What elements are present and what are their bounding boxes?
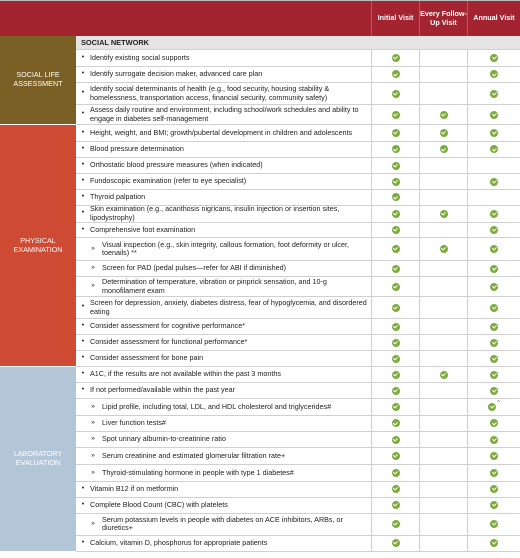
check-icon (392, 520, 400, 528)
checklist-item-text: Consider assessment for functional performance* (90, 337, 248, 347)
checklist-item (76, 335, 372, 351)
check-icon (490, 304, 498, 312)
check-icon (392, 178, 400, 186)
initial-visit-cell (372, 125, 420, 142)
bullet-marker: • (81, 193, 85, 201)
annual-visit-cell (468, 482, 520, 498)
annual-note-marker: ^ (497, 400, 500, 406)
initial-visit-cell (372, 335, 420, 351)
checklist-item (76, 399, 372, 416)
bullet-marker: • (81, 354, 85, 362)
annual-visit-cell (468, 238, 520, 261)
annual-visit-cell (468, 335, 520, 351)
bullet-marker: • (81, 110, 85, 118)
social-network-subheading: SOCIAL NETWORK (76, 36, 520, 50)
check-icon (392, 70, 400, 78)
annual-visit-cell (468, 277, 520, 297)
bullet-marker: • (81, 89, 85, 97)
check-icon (490, 419, 498, 427)
followup-visit-cell (420, 277, 468, 297)
check-icon (392, 145, 400, 153)
initial-visit-cell (372, 383, 420, 399)
check-icon (392, 193, 400, 201)
check-icon (490, 539, 498, 547)
bullet-marker: • (81, 386, 85, 394)
checklist-item-text: Visual inspection (e.g., skin integrity, callous formation, foot deformity or ulcer, toenails) ** (102, 239, 350, 257)
annual-visit-cell (468, 190, 520, 206)
check-icon (490, 436, 498, 444)
initial-visit-cell (372, 399, 420, 416)
sub-item-marker: » (91, 282, 95, 290)
check-icon (490, 90, 498, 98)
annual-visit-cell (468, 142, 520, 159)
check-icon (392, 129, 400, 137)
initial-visit-cell (372, 367, 420, 383)
check-icon (490, 469, 498, 477)
check-icon (392, 403, 400, 411)
followup-visit-cell (420, 399, 468, 416)
followup-visit-cell (420, 297, 468, 319)
bullet-marker: • (81, 500, 85, 508)
checklist-item-text: Complete Blood Count (CBC) with platelets (90, 499, 228, 509)
annual-visit-cell (468, 67, 520, 84)
header-blank (0, 1, 372, 36)
check-icon (490, 485, 498, 493)
check-icon (392, 226, 400, 234)
checklist-item-text: If not performed/available within the past year (90, 385, 236, 395)
initial-visit-cell (372, 465, 420, 482)
checklist-item-text: Fundoscopic examination (refer to eye specialist) (90, 176, 247, 186)
initial-visit-cell (372, 319, 420, 335)
bullet-marker: • (81, 322, 85, 330)
header-initial-visit: Initial Visit (372, 1, 420, 36)
check-icon (488, 403, 496, 411)
checklist-item-text: Consider assessment for cognitive performance* (90, 321, 246, 331)
checklist-item (76, 50, 372, 67)
annual-visit-cell (468, 514, 520, 536)
check-icon (490, 145, 498, 153)
checklist-item (76, 416, 372, 433)
checklist-item-text: Skin examination (e.g., acanthosis nigricans, insulin injection or insertion sites, lipodystrophy) (90, 204, 340, 222)
sub-item-marker: » (91, 244, 95, 252)
initial-visit-cell (372, 432, 420, 448)
initial-visit-cell (372, 142, 420, 159)
followup-visit-cell (420, 498, 468, 514)
initial-visit-cell (372, 482, 420, 498)
annual-visit-cell (468, 206, 520, 223)
initial-visit-cell (372, 223, 420, 239)
annual-visit-cell (468, 536, 520, 552)
checklist-item (76, 238, 372, 261)
initial-visit-cell (372, 351, 420, 367)
initial-visit-cell (372, 261, 420, 277)
checklist-item (76, 432, 372, 448)
initial-visit-cell (372, 158, 420, 174)
checklist-item (76, 261, 372, 277)
sub-item-marker: » (91, 402, 95, 410)
bullet-marker: • (81, 338, 85, 346)
checklist-item-text: Screen for depression, anxiety, diabetes distress, fear of hypoglycemia, and disordered eating (90, 298, 367, 316)
initial-visit-cell (372, 416, 420, 433)
check-icon (392, 323, 400, 331)
check-icon (490, 520, 498, 528)
checklist-item (76, 67, 372, 84)
sub-item-marker: » (91, 435, 95, 443)
annual-visit-cell (468, 465, 520, 482)
checklist-item (76, 536, 372, 552)
followup-visit-cell (420, 50, 468, 67)
initial-visit-cell (372, 67, 420, 84)
checklist-item (76, 125, 372, 142)
followup-visit-cell (420, 335, 468, 351)
followup-visit-cell (420, 67, 468, 84)
check-icon (392, 245, 400, 253)
checklist-item (76, 514, 372, 536)
check-icon (392, 501, 400, 509)
check-icon (440, 145, 448, 153)
checklist-item-text: Spot urinary albumin-to-creatinine ratio (102, 434, 226, 444)
section-laboratory-evaluation: LABORATORY EVALUATION (0, 367, 76, 552)
followup-visit-cell (420, 351, 468, 367)
initial-visit-cell (372, 105, 420, 125)
followup-visit-cell (420, 448, 468, 465)
check-icon (440, 210, 448, 218)
checklist-item (76, 190, 372, 206)
sub-item-marker: » (91, 519, 95, 527)
check-icon (392, 162, 400, 170)
checklist-item-text: Calcium, vitamin D, phosphorus for appropriate patients (90, 537, 268, 547)
checklist-item-text: Assess daily routine and environment, including school/work schedules and ability to engage in diabetes self-management (90, 105, 359, 123)
checklist-item-text: Thyroid palpation (90, 192, 146, 202)
annual-visit-cell (468, 158, 520, 174)
checklist-item (76, 351, 372, 367)
followup-visit-cell (420, 536, 468, 552)
check-icon (392, 111, 400, 119)
followup-visit-cell (420, 190, 468, 206)
sub-item-marker: » (91, 419, 95, 427)
section-social-life-assessment: SOCIAL LIFE ASSESSMENT (0, 36, 76, 125)
annual-visit-cell (468, 223, 520, 239)
checklist-item (76, 448, 372, 465)
check-icon (490, 452, 498, 460)
followup-visit-cell (420, 158, 468, 174)
check-icon (490, 226, 498, 234)
check-icon (440, 371, 448, 379)
checklist-item (76, 158, 372, 174)
bullet-marker: • (81, 209, 85, 217)
check-icon (392, 539, 400, 547)
check-icon (490, 129, 498, 137)
initial-visit-cell (372, 50, 420, 67)
followup-visit-cell (420, 125, 468, 142)
check-icon (392, 283, 400, 291)
check-icon (392, 265, 400, 273)
check-icon (440, 129, 448, 137)
check-icon (392, 90, 400, 98)
check-icon (392, 436, 400, 444)
followup-visit-cell (420, 319, 468, 335)
check-icon (392, 210, 400, 218)
checklist-item-text: Consider assessment for bone pain (90, 353, 204, 363)
checklist-item (76, 83, 372, 105)
followup-visit-cell (420, 367, 468, 383)
initial-visit-cell (372, 277, 420, 297)
annual-visit-cell (468, 416, 520, 433)
followup-visit-cell (420, 83, 468, 105)
bullet-marker: • (81, 128, 85, 136)
annual-visit-cell (468, 105, 520, 125)
checklist-item-text: Liver function tests# (102, 418, 166, 428)
followup-visit-cell (420, 223, 468, 239)
sub-item-marker: » (91, 451, 95, 459)
initial-visit-cell (372, 297, 420, 319)
checklist-item (76, 498, 372, 514)
header-followup-visit: Every Follow-Up Visit (420, 1, 468, 36)
checklist-item-text: Determination of temperature, vibration or pinprick sensation, and 10-g monofilament exam (102, 277, 327, 295)
check-icon (490, 178, 498, 186)
checklist-item-text: Vitamin B12 if on metformin (90, 483, 179, 493)
checklist-item-text: Identify existing social supports (90, 52, 190, 62)
checklist-item (76, 223, 372, 239)
followup-visit-cell (420, 206, 468, 223)
followup-visit-cell (420, 465, 468, 482)
check-icon (490, 323, 498, 331)
followup-visit-cell (420, 238, 468, 261)
checklist-item (76, 319, 372, 335)
bullet-marker: • (81, 145, 85, 153)
bullet-marker: • (81, 370, 85, 378)
initial-visit-cell (372, 83, 420, 105)
check-icon (440, 245, 448, 253)
checklist-item-text: Identify social determinants of health (e.g., food security, housing stability & homelessness, transportation access, financial security, community safety) (90, 84, 330, 102)
followup-visit-cell (420, 105, 468, 125)
annual-visit-cell (468, 448, 520, 465)
checklist-item (76, 105, 372, 125)
sub-item-marker: » (91, 264, 95, 272)
checklist-item-text: Comprehensive foot examination (90, 224, 196, 234)
annual-visit-cell (468, 125, 520, 142)
check-icon (490, 245, 498, 253)
initial-visit-cell (372, 498, 420, 514)
bullet-marker: • (81, 484, 85, 492)
bullet-marker: • (81, 53, 85, 61)
followup-visit-cell (420, 174, 468, 190)
bullet-marker: • (81, 538, 85, 546)
checklist-item-text: Serum potassium levels in people with diabetes on ACE inhibitors, ARBs, or diuretics+ (102, 514, 343, 532)
sub-item-marker: » (91, 468, 95, 476)
annual-visit-cell (468, 498, 520, 514)
annual-visit-cell (468, 367, 520, 383)
followup-visit-cell (420, 432, 468, 448)
check-icon (392, 387, 400, 395)
checklist-item-text: Serum creatinine and estimated glomerular filtration rate+ (102, 450, 286, 460)
check-icon (490, 387, 498, 395)
check-icon (392, 452, 400, 460)
annual-visit-cell (468, 174, 520, 190)
check-icon (490, 501, 498, 509)
annual-visit-cell (468, 319, 520, 335)
checklist-item (76, 465, 372, 482)
checklist-item (76, 383, 372, 399)
checklist-item-text: Height, weight, and BMI; growth/pubertal development in children and adolescents (90, 127, 353, 137)
annual-visit-cell (468, 50, 520, 67)
initial-visit-cell (372, 536, 420, 552)
annual-visit-cell (468, 399, 520, 416)
check-icon (490, 210, 498, 218)
check-icon (490, 339, 498, 347)
annual-visit-cell (468, 383, 520, 399)
check-icon (392, 54, 400, 62)
bullet-marker: • (81, 225, 85, 233)
check-icon (392, 485, 400, 493)
check-icon (490, 371, 498, 379)
annual-visit-cell (468, 83, 520, 105)
check-icon (490, 265, 498, 273)
check-icon (392, 469, 400, 477)
initial-visit-cell (372, 514, 420, 536)
check-icon (490, 355, 498, 363)
checklist-item (76, 482, 372, 498)
header-annual-visit: Annual Visit (468, 1, 520, 36)
annual-visit-cell (468, 261, 520, 277)
initial-visit-cell (372, 174, 420, 190)
followup-visit-cell (420, 482, 468, 498)
annual-visit-cell (468, 351, 520, 367)
annual-visit-cell (468, 297, 520, 319)
section-physical-examination: PHYSICAL EXAMINATION (0, 125, 76, 367)
checklist-item-text: Screen for PAD (pedal pulses—refer for ABI if diminished) (102, 263, 287, 273)
checklist-item-text: Orthostatic blood pressure measures (when indicated) (90, 160, 263, 170)
initial-visit-cell (372, 190, 420, 206)
check-icon (490, 54, 498, 62)
initial-visit-cell (372, 238, 420, 261)
checklist-item (76, 367, 372, 383)
initial-visit-cell (372, 206, 420, 223)
check-icon (490, 111, 498, 119)
checklist-item (76, 277, 372, 297)
followup-visit-cell (420, 416, 468, 433)
followup-visit-cell (420, 514, 468, 536)
followup-visit-cell (420, 383, 468, 399)
initial-visit-cell (372, 448, 420, 465)
checklist-item-text: Blood pressure determination (90, 144, 184, 154)
check-icon (490, 283, 498, 291)
annual-visit-cell (468, 432, 520, 448)
check-icon (392, 371, 400, 379)
check-icon (392, 304, 400, 312)
checklist-item (76, 142, 372, 159)
check-icon (392, 419, 400, 427)
bullet-marker: • (81, 70, 85, 78)
checklist-item (76, 297, 372, 319)
check-icon (392, 339, 400, 347)
check-icon (392, 355, 400, 363)
check-icon (440, 111, 448, 119)
followup-visit-cell (420, 261, 468, 277)
bullet-marker: • (81, 177, 85, 185)
checklist-item-text: A1C, if the results are not available within the past 3 months (90, 369, 281, 379)
checklist-item (76, 206, 372, 223)
checklist-item-text: Identify surrogate decision maker, advanced care plan (90, 69, 263, 79)
bullet-marker: • (81, 303, 85, 311)
checklist-item-text: Lipid profile, including total, LDL, and HDL cholesterol and triglycerides# (102, 401, 332, 411)
check-icon (490, 70, 498, 78)
followup-visit-cell (420, 142, 468, 159)
bullet-marker: • (81, 161, 85, 169)
checklist-item-text: Thyroid-stimulating hormone in people with type 1 diabetes# (102, 467, 294, 477)
checklist-item (76, 174, 372, 190)
